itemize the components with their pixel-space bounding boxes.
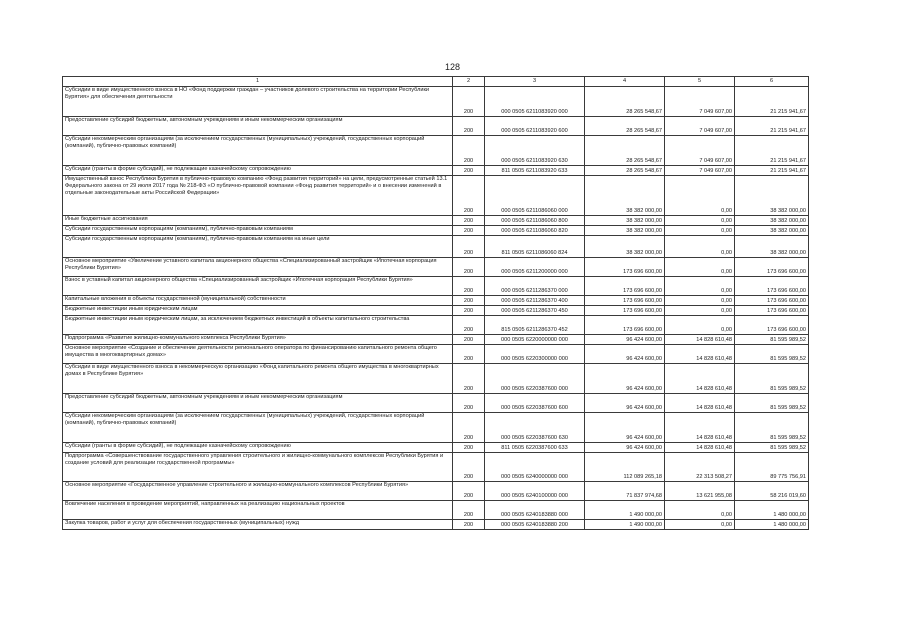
table-row xyxy=(63,87,809,117)
table-row xyxy=(63,236,809,258)
row-value-remaining: 81 595 989,52 xyxy=(735,345,809,364)
row-value-remaining: 38 382 000,00 xyxy=(735,176,809,216)
row-value-remaining: 21 215 941,67 xyxy=(735,166,809,176)
row-value-executed: 0,00 xyxy=(665,520,735,530)
row-name: Закупка товаров, работ и услуг для обеспечения государственных (муниципальных) нужд xyxy=(63,520,453,530)
row-value-assigned: 28 265 548,67 xyxy=(585,87,665,117)
row-code: 200 xyxy=(453,345,485,364)
row-code: 200 xyxy=(453,87,485,117)
row-value-executed: 14 828 610,48 xyxy=(665,364,735,394)
row-value-executed: 7 049 607,00 xyxy=(665,87,735,117)
row-name: Субсидии (гранты в форме субсидий), не подлежащие казначейскому сопровождению xyxy=(63,166,453,176)
column-header: 1 xyxy=(63,77,453,87)
row-code: 200 xyxy=(453,166,485,176)
row-kbk-code: 000 0505 6220387600 000 xyxy=(485,364,585,394)
row-value-assigned: 38 382 000,00 xyxy=(585,226,665,236)
row-value-assigned: 38 382 000,00 xyxy=(585,216,665,226)
row-code: 200 xyxy=(453,364,485,394)
row-value-executed: 0,00 xyxy=(665,501,735,520)
row-value-executed: 14 828 610,48 xyxy=(665,335,735,345)
row-kbk-code: 000 0505 6211200000 000 xyxy=(485,258,585,277)
page-number: 128 xyxy=(444,62,461,72)
row-code: 200 xyxy=(453,316,485,335)
row-code: 200 xyxy=(453,226,485,236)
row-value-remaining: 1 480 000,00 xyxy=(735,501,809,520)
row-value-executed: 0,00 xyxy=(665,226,735,236)
row-name: Капитальные вложения в объекты государственной (муниципальной) собственности xyxy=(63,296,453,306)
row-kbk-code: 000 0505 6211083920 000 xyxy=(485,87,585,117)
row-kbk-code: 000 0505 6220387600 600 xyxy=(485,394,585,413)
row-value-assigned: 96 424 600,00 xyxy=(585,364,665,394)
row-value-executed: 0,00 xyxy=(665,258,735,277)
table-row xyxy=(63,258,809,277)
row-value-executed: 0,00 xyxy=(665,277,735,296)
row-name: Предоставление субсидий бюджетным, автономным учреждениям и иным некоммерческим организациям xyxy=(63,117,453,136)
row-kbk-code: 000 0505 6211086060 000 xyxy=(485,176,585,216)
row-code: 200 xyxy=(453,453,485,482)
row-value-remaining: 173 696 600,00 xyxy=(735,258,809,277)
row-code: 200 xyxy=(453,136,485,166)
row-value-remaining: 38 382 000,00 xyxy=(735,226,809,236)
row-value-executed: 0,00 xyxy=(665,306,735,316)
row-kbk-code: 000 0505 6220000000 000 xyxy=(485,335,585,345)
row-value-executed: 0,00 xyxy=(665,176,735,216)
row-value-remaining: 173 696 600,00 xyxy=(735,277,809,296)
row-value-remaining: 81 595 989,52 xyxy=(735,413,809,443)
row-kbk-code: 000 0505 6211286370 000 xyxy=(485,277,585,296)
row-value-executed: 14 828 610,48 xyxy=(665,345,735,364)
row-value-executed: 0,00 xyxy=(665,316,735,335)
column-header: 5 xyxy=(665,77,735,87)
table-row xyxy=(63,306,809,316)
row-value-executed: 13 621 955,08 xyxy=(665,482,735,501)
budget-table xyxy=(62,76,809,530)
table-row xyxy=(63,277,809,296)
table-row xyxy=(63,413,809,443)
row-value-assigned: 96 424 600,00 xyxy=(585,443,665,453)
row-kbk-code: 000 0505 6211083920 630 xyxy=(485,136,585,166)
row-code: 200 xyxy=(453,277,485,296)
column-header: 3 xyxy=(485,77,585,87)
column-header: 6 xyxy=(735,77,809,87)
row-value-remaining: 58 216 019,60 xyxy=(735,482,809,501)
row-code: 200 xyxy=(453,482,485,501)
row-kbk-code: 811 0505 6211086060 824 xyxy=(485,236,585,258)
row-name: Субсидии в виде имущественного взноса в НО «Фонд поддержки граждан – участников долевого строительства на территории Республики Бурятия» для обеспечения деятельности xyxy=(63,87,453,117)
row-value-assigned: 173 696 600,00 xyxy=(585,277,665,296)
row-kbk-code: 000 0505 6211086060 800 xyxy=(485,216,585,226)
table-row xyxy=(63,296,809,306)
row-value-executed: 0,00 xyxy=(665,296,735,306)
table-row xyxy=(63,226,809,236)
row-code: 200 xyxy=(453,258,485,277)
row-kbk-code: 000 0505 6240183880 000 xyxy=(485,501,585,520)
row-kbk-code: 000 0505 6211286370 400 xyxy=(485,296,585,306)
column-header: 2 xyxy=(453,77,485,87)
row-name: Субсидии государственным корпорациям (компаниям), публично-правовым компаниям на иные цели xyxy=(63,236,453,258)
row-name: Субсидии некоммерческим организациям (за исключением государственных (муниципальных) учреждений, государственных корпораций (компаний), публично-правовых компаний) xyxy=(63,136,453,166)
row-value-remaining: 81 595 989,52 xyxy=(735,443,809,453)
row-value-assigned: 173 696 600,00 xyxy=(585,316,665,335)
table-row xyxy=(63,166,809,176)
row-code: 200 xyxy=(453,306,485,316)
row-value-executed: 22 313 508,27 xyxy=(665,453,735,482)
row-kbk-code: 000 0505 6240183880 200 xyxy=(485,520,585,530)
row-name: Бюджетные инвестиции иным юридическим лицам xyxy=(63,306,453,316)
row-kbk-code: 000 0505 6220300000 000 xyxy=(485,345,585,364)
row-value-assigned: 96 424 600,00 xyxy=(585,345,665,364)
row-value-executed: 7 049 607,00 xyxy=(665,166,735,176)
row-name: Основное мероприятие «Государственное управление строительного и жилищно-коммунального комплексов Республики Бурятия» xyxy=(63,482,453,501)
row-value-assigned: 38 382 000,00 xyxy=(585,236,665,258)
row-value-executed: 14 828 610,48 xyxy=(665,394,735,413)
row-name: Вовлечение населения в проведение мероприятий, направленных на реализацию национальных проектов xyxy=(63,501,453,520)
row-kbk-code: 000 0505 6220387600 630 xyxy=(485,413,585,443)
row-code: 200 xyxy=(453,236,485,258)
table-row xyxy=(63,136,809,166)
table-row xyxy=(63,394,809,413)
row-code: 200 xyxy=(453,117,485,136)
row-name: Бюджетные инвестиции иным юридическим лицам, за исключением бюджетных инвестиций в объекты капитального строительства xyxy=(63,316,453,335)
row-name: Основное мероприятие «Создание и обеспечение деятельности регионального оператора по финансированию капитального ремонта общего имущества в многоквартирных домах» xyxy=(63,345,453,364)
table-row xyxy=(63,364,809,394)
row-name: Субсидии государственным корпорациям (компаниям), публично-правовым компаниям xyxy=(63,226,453,236)
row-code: 200 xyxy=(453,335,485,345)
table-row xyxy=(63,117,809,136)
row-name: Субсидии (гранты в форме субсидий), не подлежащие казначейскому сопровождению xyxy=(63,443,453,453)
row-value-assigned: 173 696 600,00 xyxy=(585,306,665,316)
row-value-assigned: 28 265 548,67 xyxy=(585,117,665,136)
row-kbk-code: 811 0505 6220387600 633 xyxy=(485,443,585,453)
row-name: Иные бюджетные ассигнования xyxy=(63,216,453,226)
row-kbk-code: 000 0505 6211083920 600 xyxy=(485,117,585,136)
row-value-assigned: 112 089 265,18 xyxy=(585,453,665,482)
row-value-remaining: 38 382 000,00 xyxy=(735,236,809,258)
row-name: Субсидии в виде имущественного взноса в некоммерческую организацию «Фонд капитального ремонта общего имущества в многоквартирных домах в Республике Бурятия» xyxy=(63,364,453,394)
row-code: 200 xyxy=(453,501,485,520)
row-value-assigned: 173 696 600,00 xyxy=(585,258,665,277)
table-row xyxy=(63,520,809,530)
row-name: Взнос в уставный капитал акционерного общества «Специализированный застройщик «Ипотечная корпорация Республики Бурятия» xyxy=(63,277,453,296)
row-value-assigned: 1 490 000,00 xyxy=(585,501,665,520)
row-value-executed: 7 049 607,00 xyxy=(665,136,735,166)
table-row xyxy=(63,443,809,453)
table-header-row xyxy=(63,77,809,87)
table-row xyxy=(63,453,809,482)
row-value-remaining: 81 595 989,52 xyxy=(735,394,809,413)
row-value-executed: 0,00 xyxy=(665,216,735,226)
table-row xyxy=(63,345,809,364)
row-name: Подпрограмма «Совершенствование государственного управления строительного и жилищно-коммунального комплексов Республики Бурятия и создание условий для реализации государственной программы» xyxy=(63,453,453,482)
row-value-remaining: 81 595 989,52 xyxy=(735,335,809,345)
row-name: Предоставление субсидий бюджетным, автономным учреждениям и иным некоммерческим организациям xyxy=(63,394,453,413)
table-row xyxy=(63,316,809,335)
row-kbk-code: 000 0505 6240100000 000 xyxy=(485,482,585,501)
row-value-assigned: 71 837 974,68 xyxy=(585,482,665,501)
row-value-assigned: 96 424 600,00 xyxy=(585,335,665,345)
row-value-assigned: 1 490 000,00 xyxy=(585,520,665,530)
table-row xyxy=(63,216,809,226)
table-body xyxy=(63,77,809,530)
row-value-assigned: 28 265 548,67 xyxy=(585,166,665,176)
row-code: 200 xyxy=(453,413,485,443)
row-value-executed: 14 828 610,48 xyxy=(665,443,735,453)
row-code: 200 xyxy=(453,216,485,226)
row-code: 200 xyxy=(453,176,485,216)
row-value-assigned: 173 696 600,00 xyxy=(585,296,665,306)
row-value-remaining: 173 696 600,00 xyxy=(735,316,809,335)
row-value-remaining: 21 215 941,67 xyxy=(735,136,809,166)
row-value-executed: 7 049 607,00 xyxy=(665,117,735,136)
column-header: 4 xyxy=(585,77,665,87)
row-kbk-code: 000 0505 6211086060 820 xyxy=(485,226,585,236)
row-code: 200 xyxy=(453,520,485,530)
row-name: Имущественный взнос Республики Бурятия в публично-правовую компанию «Фонд развития территорий» на цели, предусмотренные статьей 13.1 Федерального закона от 29 июля 2017 года № 218-ФЗ «О публично-правовой компании «Фонд развития территорий» и о внесении изменений в отдельные законодательные акты Российской Федерации» xyxy=(63,176,453,216)
row-kbk-code: 000 0505 6211286370 450 xyxy=(485,306,585,316)
row-code: 200 xyxy=(453,394,485,413)
row-value-remaining: 173 696 600,00 xyxy=(735,306,809,316)
row-value-remaining: 38 382 000,00 xyxy=(735,216,809,226)
row-name: Субсидии некоммерческим организациям (за исключением государственных (муниципальных) учреждений, государственных корпораций (компаний), публично-правовых компаний) xyxy=(63,413,453,443)
row-name: Основное мероприятие «Увеличение уставного капитала акционерного общества «Специализированный застройщик «Ипотечная корпорация Республики Бурятия» xyxy=(63,258,453,277)
row-value-executed: 14 828 610,48 xyxy=(665,413,735,443)
row-value-remaining: 81 595 989,52 xyxy=(735,364,809,394)
row-kbk-code: 811 0505 6211083920 633 xyxy=(485,166,585,176)
row-code: 200 xyxy=(453,296,485,306)
table-row xyxy=(63,501,809,520)
row-name: Подпрограмма «Развитие жилищно-коммунального комплекса Республики Бурятия» xyxy=(63,335,453,345)
table-row xyxy=(63,335,809,345)
row-value-assigned: 38 382 000,00 xyxy=(585,176,665,216)
row-value-remaining: 21 215 941,67 xyxy=(735,117,809,136)
row-value-executed: 0,00 xyxy=(665,236,735,258)
row-kbk-code: 000 0505 6240000000 000 xyxy=(485,453,585,482)
row-value-assigned: 28 265 548,67 xyxy=(585,136,665,166)
table-row xyxy=(63,176,809,216)
row-value-remaining: 21 215 941,67 xyxy=(735,87,809,117)
row-value-remaining: 89 775 756,91 xyxy=(735,453,809,482)
row-value-remaining: 173 696 600,00 xyxy=(735,296,809,306)
row-code: 200 xyxy=(453,443,485,453)
row-value-assigned: 96 424 600,00 xyxy=(585,413,665,443)
row-value-remaining: 1 480 000,00 xyxy=(735,520,809,530)
row-kbk-code: 815 0505 6211286370 452 xyxy=(485,316,585,335)
table-row xyxy=(63,482,809,501)
row-value-assigned: 96 424 600,00 xyxy=(585,394,665,413)
